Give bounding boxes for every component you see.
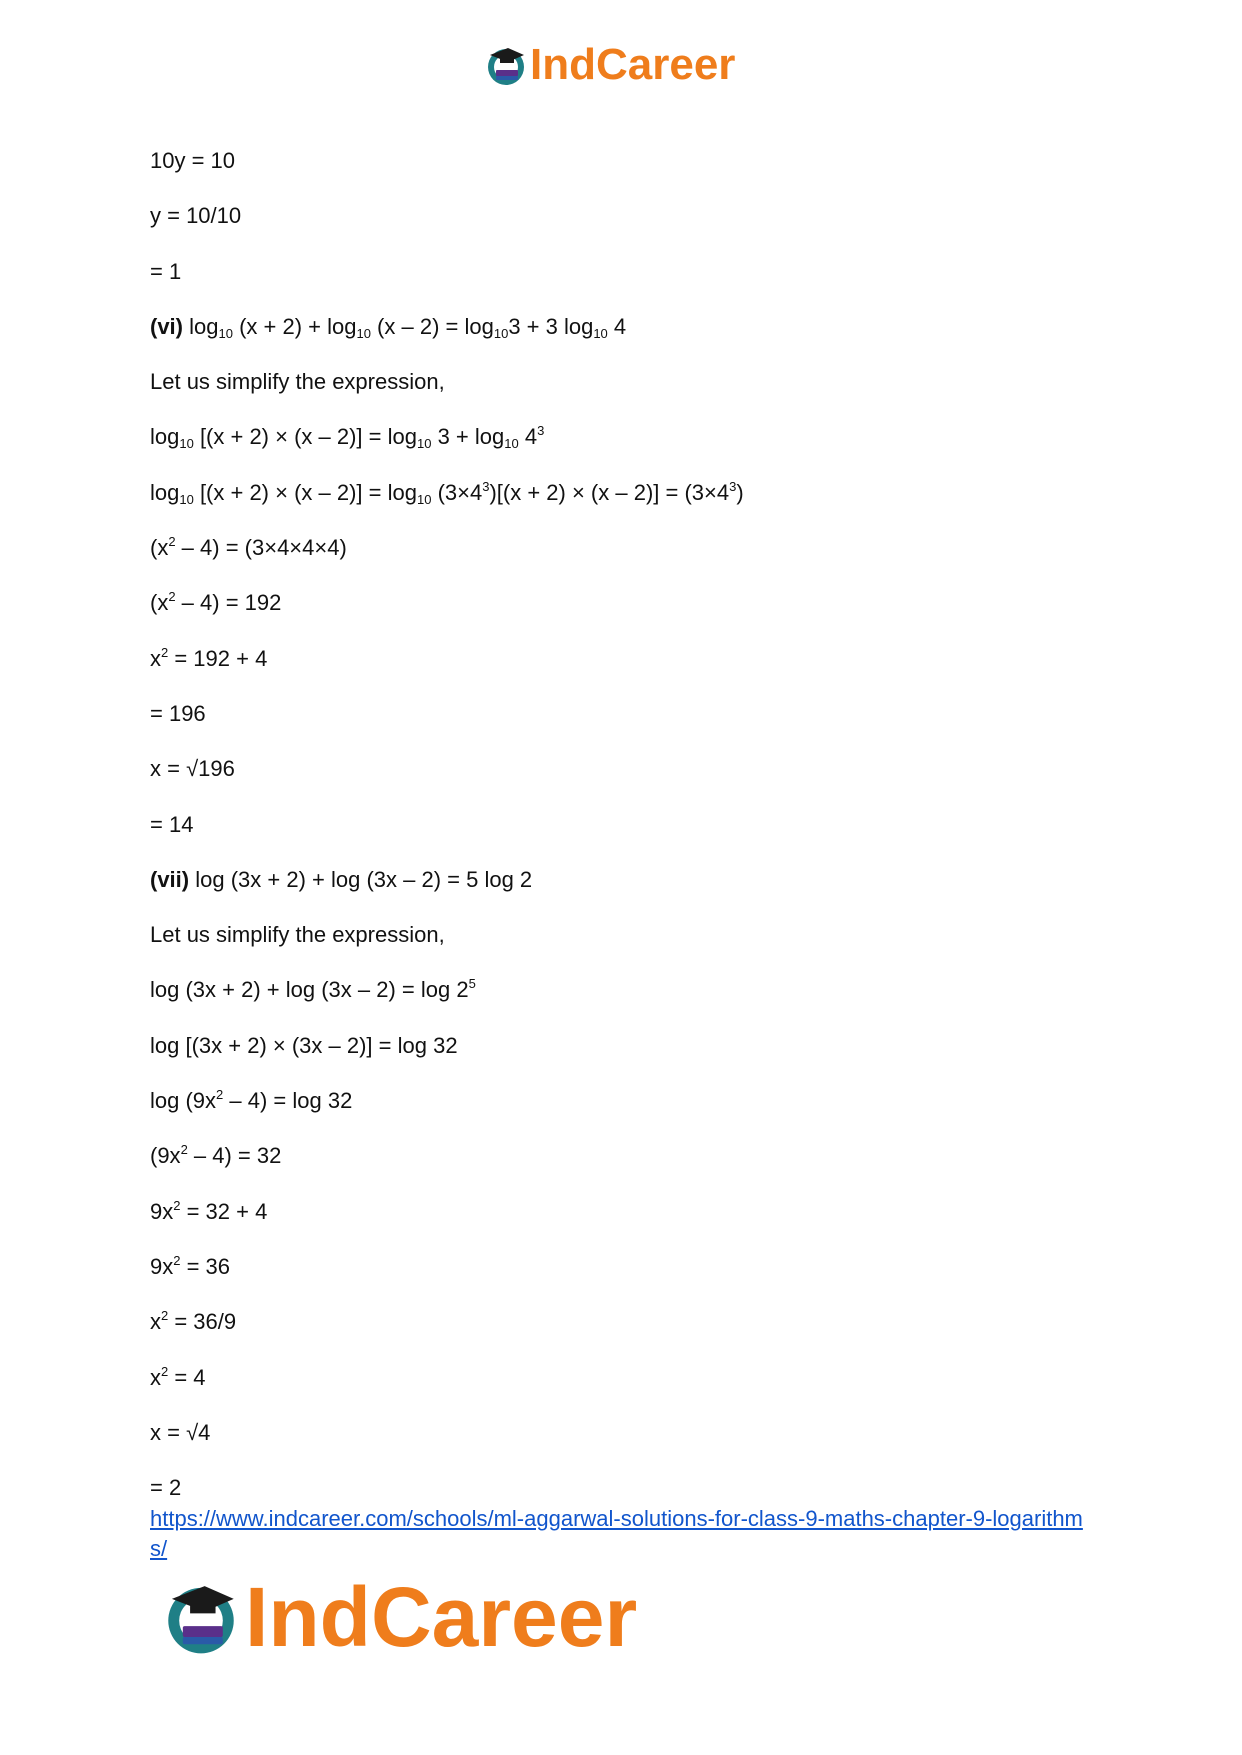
equation-line: $(x^2 - 4) = (3\times 4\times 4\times 4)$ xyxy=(150,534,347,561)
equation-line: x = √196 xyxy=(150,756,235,782)
equation-line: = 14 xyxy=(150,811,194,837)
equation-line: $x^2 = 4$ xyxy=(150,1363,206,1390)
equation-line: x = √4 xyxy=(150,1419,211,1445)
equation-line: $9x^2 = 32 + 4$ xyxy=(150,1197,268,1224)
graduation-cap-book-icon xyxy=(161,1577,241,1657)
equation-line: 10y = 10 xyxy=(150,148,236,173)
equation-line: = 196 xyxy=(150,700,206,726)
equation-line: = 2 xyxy=(150,1475,182,1501)
graduation-cap-book-icon xyxy=(484,43,528,87)
brand-name: IndCareer xyxy=(245,1569,638,1664)
question-vi: (vi) $\log_{10} (x + 2) + \log_{10} (x - 2) = \log_{10}3 + 3$ $\log_{10} 4$ xyxy=(150,313,627,341)
equation-line: $\log_{10} [(x + 2) \times (x - 2)] = \log_{10} 3 + \log_{10} 4^3$ xyxy=(150,423,545,452)
source-link[interactable]: https://www.indcareer.com/schools/ml-aggarwal-solutions-for-class-9-maths-chapter-9-logarithms/ xyxy=(150,1506,1083,1561)
equation-line: = 1 xyxy=(150,258,182,284)
equation-line: $9x^2 = 36$ xyxy=(150,1252,231,1279)
equation-line: $(x^2 - 4) = 192$ xyxy=(150,589,282,616)
header-logo xyxy=(484,40,735,90)
step-text: Let us simplify the expression, xyxy=(150,369,445,395)
footer-logo xyxy=(161,1569,638,1664)
equation-line: $(9x^2 - 4) = 32$ xyxy=(150,1142,282,1169)
equation-line: $x^2 = 192 + 4$ xyxy=(150,644,268,671)
equation-line: log [(3x + 2) × (3x – 2)] = log 32 xyxy=(150,1032,458,1058)
equation-line: $x^2 = 36/9$ xyxy=(150,1308,237,1335)
step-text: Let us simplify the expression, xyxy=(150,922,445,948)
equation-line: $\log (3x + 2) + \log (3x - 2) = \log 2^5$ xyxy=(150,976,476,1003)
brand-name: IndCareer xyxy=(530,40,736,89)
solution-content xyxy=(150,148,1110,1530)
question-vii: (vii) log (3x + 2) + log (3x – 2) = 5 log 2 xyxy=(150,866,533,892)
equation-line: $\log (9x^2 - 4) = \log 32$ xyxy=(150,1087,353,1114)
equation-line: $\log_{10} [(x + 2) \times (x - 2)] = \log_{10} (3\times 4^3)[(x + 2) \times (x - 2)] = (3\times 4^3)$ xyxy=(150,478,744,507)
equation-line: y = 10/10 xyxy=(150,203,242,229)
